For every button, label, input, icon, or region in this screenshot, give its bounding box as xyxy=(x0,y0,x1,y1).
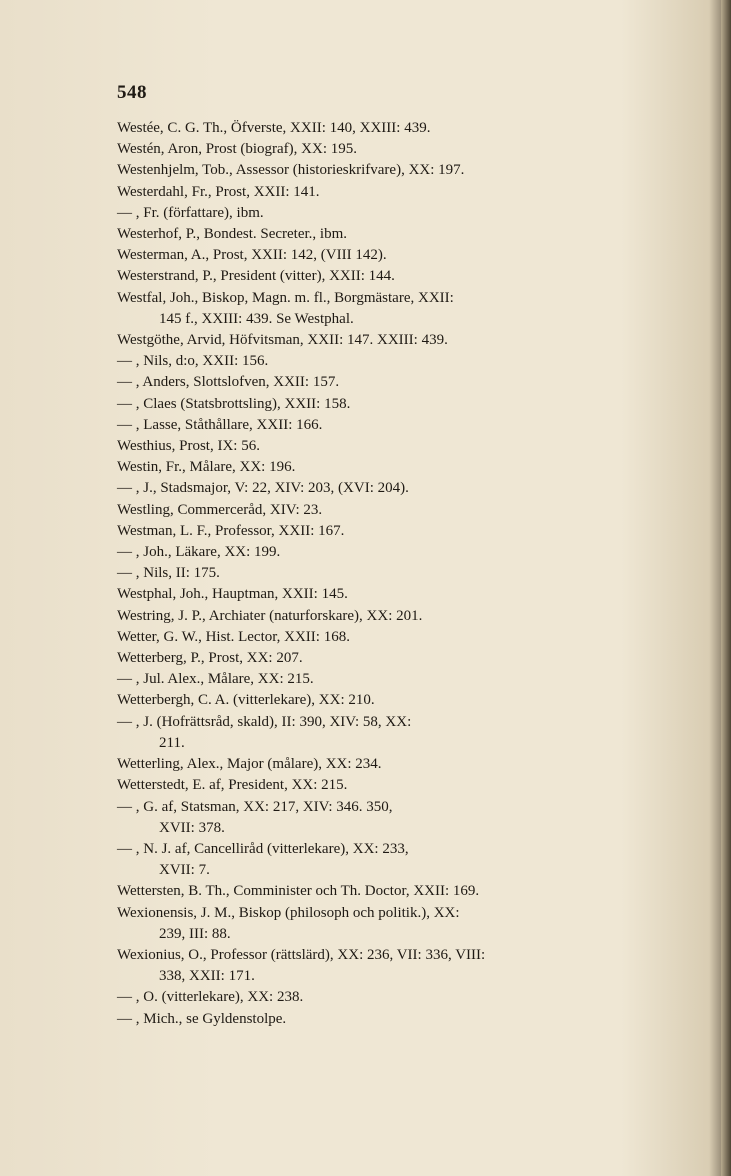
entry-line: Wetterling, Alex., Major (målare), XX: 234. xyxy=(117,756,382,773)
index-entry xyxy=(117,754,679,775)
entry-line: — , Nils, II: 175. xyxy=(117,565,220,582)
index-entry xyxy=(117,139,679,160)
index-entry xyxy=(117,394,679,415)
index-entry xyxy=(117,839,679,881)
entry-line: — , J. (Hofrättsråd, skald), II: 390, XIV: 58, XX: xyxy=(117,713,412,730)
entry-continuation: 211. xyxy=(159,734,185,751)
index-entry xyxy=(117,881,679,902)
entry-line: Westin, Fr., Målare, XX: 196. xyxy=(117,459,296,476)
index-entry xyxy=(117,945,679,987)
entry-line: — , N. J. af, Cancelliråd (vitterlekare), XX: 233, xyxy=(117,840,409,857)
entry-line: — , Lasse, Ståthållare, XXII: 166. xyxy=(117,416,323,433)
index-entry xyxy=(117,903,679,945)
entry-line: Westée, C. G. Th., Öfverste, XXII: 140, XXIII: 439. xyxy=(117,120,431,136)
index-entry xyxy=(117,203,679,224)
entry-line: Westenhjelm, Tob., Assessor (historieskrifvare), XX: 197. xyxy=(117,162,465,179)
entry-line: — , O. (vitterlekare), XX: 238. xyxy=(117,989,304,1006)
entry-line: Wetterbergh, C. A. (vitterlekare), XX: 210. xyxy=(117,692,375,709)
entry-continuation: 145 f., XXIII: 439. Se Westphal. xyxy=(159,310,354,327)
entry-line: — , Fr. (författare), ibm. xyxy=(117,204,264,221)
entry-line: — , Mich., se Gyldenstolpe. xyxy=(117,1010,287,1027)
index-entry xyxy=(117,224,679,245)
index-entry xyxy=(117,521,679,542)
entry-line: — , Anders, Slottslofven, XXII: 157. xyxy=(117,374,340,391)
index-entry xyxy=(117,478,679,499)
index-entry xyxy=(117,584,679,605)
index-entry xyxy=(117,330,679,351)
entry-line: — , Claes (Statsbrottsling), XXII: 158. xyxy=(117,395,351,412)
entry-line: Westerstrand, P., President (vitter), XXII: 144. xyxy=(117,268,395,285)
index-entry xyxy=(117,245,679,266)
index-entry xyxy=(117,648,679,669)
entry-line: — , Nils, d:o, XXII: 156. xyxy=(117,353,269,370)
entry-line: Westhius, Prost, IX: 56. xyxy=(117,438,260,455)
entry-line: Westgöthe, Arvid, Höfvitsman, XXII: 147. XXIII: 439. xyxy=(117,332,448,349)
index-entry xyxy=(117,160,679,181)
index-entry xyxy=(117,457,679,478)
index-entry xyxy=(117,415,679,436)
index-entry xyxy=(117,627,679,648)
entry-line: Westerhof, P., Bondest. Secreter., ibm. xyxy=(117,226,348,243)
index-entry xyxy=(117,690,679,711)
entry-line: Westman, L. F., Professor, XXII: 167. xyxy=(117,522,345,539)
entry-line: Westling, Commerceråd, XIV: 23. xyxy=(117,501,323,518)
entry-line: — , G. af, Statsman, XX: 217, XIV: 346. 350, xyxy=(117,798,393,815)
index-entry xyxy=(117,775,679,796)
entry-line: Wetterstedt, E. af, President, XX: 215. xyxy=(117,777,348,794)
index-entry xyxy=(117,712,679,754)
index-entry xyxy=(117,987,679,1008)
index-entry xyxy=(117,606,679,627)
index-entry xyxy=(117,288,679,330)
index-entry xyxy=(117,669,679,690)
entry-line: Westerman, A., Prost, XXII: 142, (VIII 142). xyxy=(117,247,387,264)
entry-line: — , Joh., Läkare, XX: 199. xyxy=(117,544,281,561)
entry-line: Wetterberg, P., Prost, XX: 207. xyxy=(117,650,303,667)
entry-line: Westerdahl, Fr., Prost, XXII: 141. xyxy=(117,183,320,200)
entry-line: Westén, Aron, Prost (biograf), XX: 195. xyxy=(117,141,358,158)
index-entry xyxy=(117,266,679,287)
index-entry xyxy=(117,797,679,839)
index-entry xyxy=(117,118,679,139)
entry-continuation: 239, III: 88. xyxy=(159,925,231,942)
entry-line: — , J., Stadsmajor, V: 22, XIV: 203, (XVI: 204). xyxy=(117,480,409,497)
entry-continuation: XVII: 7. xyxy=(159,862,210,879)
entry-line: Westphal, Joh., Hauptman, XXII: 145. xyxy=(117,586,348,603)
index-entry xyxy=(117,542,679,563)
index-entry xyxy=(117,1009,679,1030)
index-entry xyxy=(117,500,679,521)
page-gutter xyxy=(721,0,731,1176)
index-entry xyxy=(117,563,679,584)
index-entry xyxy=(117,372,679,393)
entry-line: Wetter, G. W., Hist. Lector, XXII: 168. xyxy=(117,628,350,645)
entry-continuation: 338, XXII: 171. xyxy=(159,968,255,985)
index-entry xyxy=(117,436,679,457)
index-entry xyxy=(117,351,679,372)
entry-line: Wexionius, O., Professor (rättslärd), XX: 236, VII: 336, VIII: xyxy=(117,946,486,963)
entry-continuation: XVII: 378. xyxy=(159,819,225,836)
index-entries xyxy=(117,118,679,1030)
entry-line: — , Jul. Alex., Målare, XX: 215. xyxy=(117,671,314,688)
entry-line: Wettersten, B. Th., Comminister och Th. Doctor, XXII: 169. xyxy=(117,883,480,900)
index-entry xyxy=(117,182,679,203)
entry-line: Westfal, Joh., Biskop, Magn. m. fl., Borgmästare, XXII: xyxy=(117,289,454,306)
entry-line: Westring, J. P., Archiater (naturforskare), XX: 201. xyxy=(117,607,423,624)
page-number: 548 xyxy=(117,82,147,103)
entry-line: Wexionensis, J. M., Biskop (philosoph och politik.), XX: xyxy=(117,904,460,921)
